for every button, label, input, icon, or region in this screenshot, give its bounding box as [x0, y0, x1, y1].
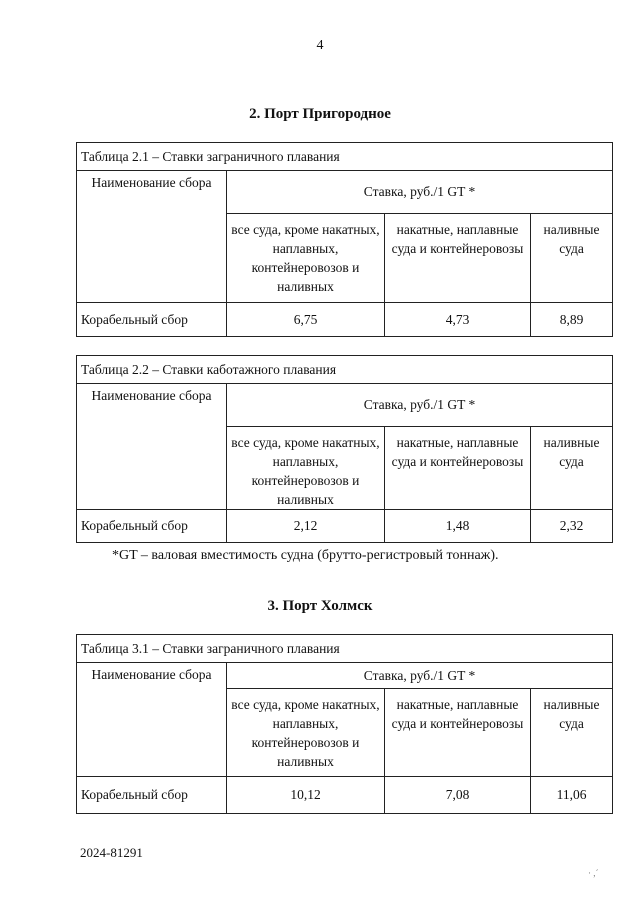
rate-value-tankers: 11,06 [531, 777, 613, 814]
column-header-general-ships: все суда, кроме накатных, наплавных, контейнеровозов и наливных [227, 214, 385, 303]
table-2-2-coastal-rates [76, 355, 613, 543]
table-caption: Таблица 3.1 – Ставки заграничного плавания [77, 635, 613, 663]
table-row [77, 777, 613, 814]
table-row [77, 510, 613, 543]
gt-footnote: *GT – валовая вместимость судна (брутто-регистровый тоннаж). [112, 548, 499, 563]
column-header-tankers: наливные суда [531, 214, 613, 303]
rate-value-tankers: 2,32 [531, 510, 613, 543]
rate-value-tankers: 8,89 [531, 303, 613, 337]
row-label: Корабельный сбор [77, 777, 227, 814]
row-label: Корабельный сбор [77, 303, 227, 337]
column-header-roro-containers: накатные, наплавные суда и контейнеровозы [385, 427, 531, 510]
section-title-port-kholmsk: 3. Порт Холмск [267, 598, 373, 614]
rate-header: Ставка, руб./1 GT * [227, 171, 613, 214]
rate-value-general: 10,12 [227, 777, 385, 814]
section-title-port-prigorodnoe: 2. Порт Пригородное [249, 106, 391, 122]
table-3-1-foreign-rates [76, 634, 613, 814]
column-header-tankers: наливные суда [531, 689, 613, 777]
fee-name-header: Наименование сбора [77, 171, 227, 303]
column-header-tankers: наливные суда [531, 427, 613, 510]
rate-value-general: 6,75 [227, 303, 385, 337]
scan-artifact: · ,´ [588, 868, 599, 878]
table-caption: Таблица 2.1 – Ставки заграничного плавания [77, 143, 613, 171]
rate-value-roro: 7,08 [385, 777, 531, 814]
rate-header: Ставка, руб./1 GT * [227, 384, 613, 427]
rate-value-roro: 4,73 [385, 303, 531, 337]
rate-value-general: 2,12 [227, 510, 385, 543]
fee-name-header: Наименование сбора [77, 384, 227, 510]
column-header-general-ships: все суда, кроме накатных, наплавных, контейнеровозов и наливных [227, 427, 385, 510]
page-number: 4 [316, 38, 324, 53]
table-2-1-foreign-rates [76, 142, 613, 337]
rate-value-roro: 1,48 [385, 510, 531, 543]
row-label: Корабельный сбор [77, 510, 227, 543]
rate-header: Ставка, руб./1 GT * [227, 663, 613, 689]
table-caption: Таблица 2.2 – Ставки каботажного плавания [77, 356, 613, 384]
fee-name-header: Наименование сбора [77, 663, 227, 777]
table-row [77, 303, 613, 337]
column-header-general-ships: все суда, кроме накатных, наплавных, контейнеровозов и наливных [227, 689, 385, 777]
document-number: 2024-81291 [80, 845, 143, 860]
column-header-roro-containers: накатные, наплавные суда и контейнеровозы [385, 689, 531, 777]
column-header-roro-containers: накатные, наплавные суда и контейнеровозы [385, 214, 531, 303]
